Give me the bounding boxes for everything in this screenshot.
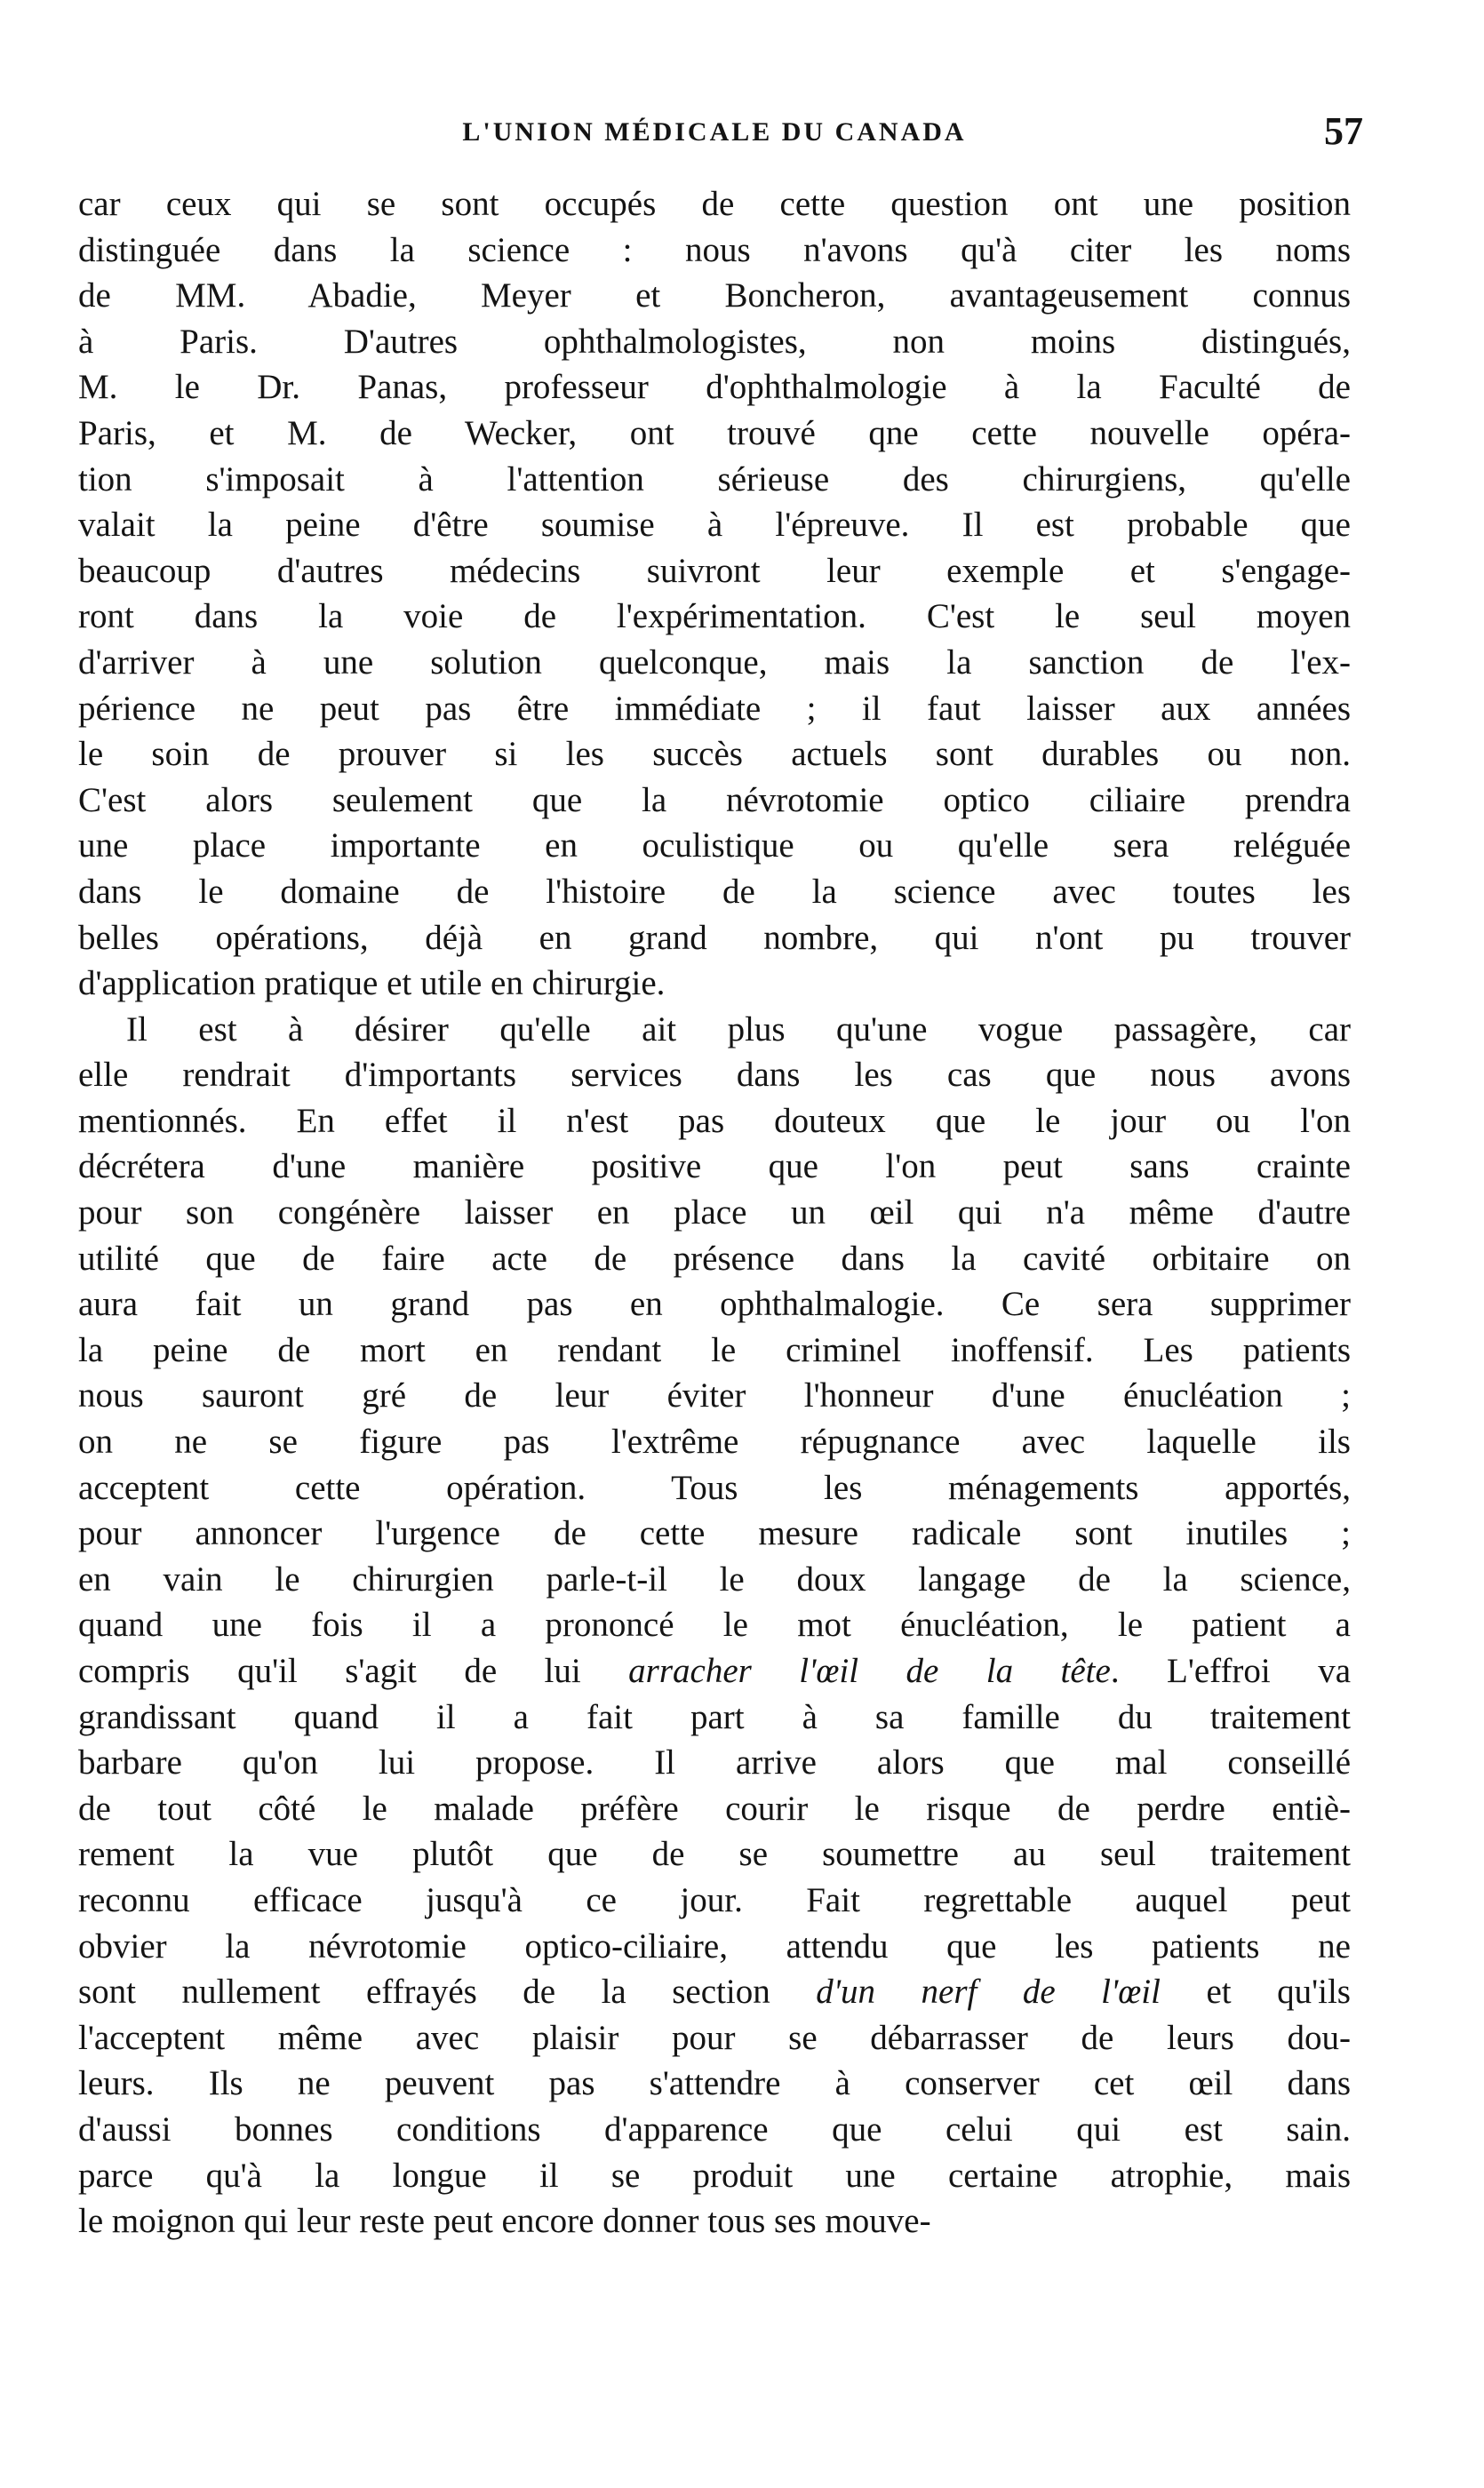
text-line: la peine de mort en rendant le criminel inoffensif. Les patients	[78, 1330, 1351, 1369]
text-line: le moignon qui leur reste peut encore donner tous ses mouve-	[78, 2202, 931, 2241]
text-line: quand une fois il a prononcé le mot énucléation, le patient a	[78, 1606, 1351, 1645]
text-line: à Paris. D'autres ophthalmologistes, non moins distingués,	[78, 322, 1351, 361]
text-line: utilité que de faire acte de présence dans la cavité orbitaire on	[78, 1239, 1351, 1278]
text-line: obvier la névrotomie optico-ciliaire, attendu que les patients ne	[78, 1926, 1351, 1966]
text-line: parce qu'à la longue il se produit une certaine atrophie, mais	[78, 2156, 1351, 2195]
text-line: ront dans la voie de l'expérimentation. C'est le seul moyen	[78, 597, 1351, 636]
text-line: nous sauront gré de leur éviter l'honneur d'une énucléation ;	[78, 1376, 1351, 1415]
text-line: l'acceptent même avec plaisir pour se débarrasser de leurs dou-	[78, 2018, 1351, 2057]
text-line: C'est alors seulement que la névrotomie optico ciliaire prendra	[78, 780, 1351, 819]
text-line: mentionnés. En effet il n'est pas douteux que le jour ou l'on	[78, 1101, 1351, 1140]
text-line: décrétera d'une manière positive que l'on peut sans crainte	[78, 1147, 1351, 1186]
text-line: en vain le chirurgien parle-t-il le doux langage de la science,	[78, 1559, 1351, 1599]
text-line: d'aussi bonnes conditions d'apparence que celui qui est sain.	[78, 2109, 1351, 2149]
text-line: pour son congénère laisser en place un œil qui n'a même d'autre	[78, 1193, 1351, 1232]
text-line: on ne se figure pas l'extrême répugnance avec laquelle ils	[78, 1423, 1351, 1462]
text-line: valait la peine d'être soumise à l'épreuve. Il est probable que	[78, 506, 1351, 545]
text-line: une place importante en oculistique ou qu'elle sera reléguée	[78, 826, 1351, 865]
text-line: dans le domaine de l'histoire de la science avec toutes les	[78, 872, 1351, 911]
text-line: d'arriver à une solution quelconque, mais la sanction de l'ex-	[78, 642, 1351, 682]
text-line: Paris, et M. de Wecker, ont trouvé qne cette nouvelle opéra-	[78, 413, 1351, 452]
text-line: compris qu'il s'agit de lui arracher l'œil de la tête. L'effroi va	[78, 1652, 1351, 1690]
text-line: pour annoncer l'urgence de cette mesure radicale sont inutiles ;	[78, 1514, 1351, 1553]
text-line: Il est à désirer qu'elle ait plus qu'une vogue passagère, car	[126, 1009, 1351, 1049]
text-line: belles opérations, déjà en grand nombre, qui n'ont pu trouver	[78, 918, 1351, 957]
text-line: reconnu efficace jusqu'à ce jour. Fait regrettable auquel peut	[78, 1880, 1351, 1919]
body-text	[78, 181, 1351, 2245]
text-line: M. le Dr. Panas, professeur d'ophthalmologie à la Faculté de	[78, 368, 1351, 407]
page-number: 57	[1324, 109, 1363, 153]
text-line: grandissant quand il a fait part à sa famille du traitement	[78, 1697, 1351, 1736]
text-line: sont nullement effrayés de la section d'un nerf de l'œil et qu'ils	[78, 1973, 1351, 2012]
text-line: beaucoup d'autres médecins suivront leur exemple et s'engage-	[78, 551, 1351, 590]
text-line: distinguée dans la science : nous n'avons qu'à citer les noms	[78, 230, 1351, 269]
text-line: barbare qu'on lui propose. Il arrive alors que mal conseillé	[78, 1743, 1351, 1782]
text-line: leurs. Ils ne peuvent pas s'attendre à conserver cet œil dans	[78, 2064, 1351, 2103]
text-line: aura fait un grand pas en ophthalmalogie. Ce sera supprimer	[78, 1285, 1351, 1324]
text-line: d'application pratique et utile en chirurgie.	[78, 964, 666, 1003]
text-line: rement la vue plutôt que de se soumettre au seul traitement	[78, 1835, 1351, 1874]
text-line: de MM. Abadie, Meyer et Boncheron, avantageusement connus	[78, 276, 1351, 315]
text-line: car ceux qui se sont occupés de cette question ont une position	[78, 185, 1351, 223]
running-title: L'UNION MÉDICALE DU CANADA	[462, 117, 967, 147]
paragraph-1	[78, 181, 1351, 1007]
text-line: périence ne peut pas être immédiate ; il faut laisser aux années	[78, 689, 1351, 728]
text-line: acceptent cette opération. Tous les ménagements apportés,	[78, 1468, 1351, 1507]
paragraph-2	[78, 1007, 1351, 2245]
text-line: tion s'imposait à l'attention sérieuse des chirurgiens, qu'elle	[78, 459, 1351, 498]
text-line: de tout côté le malade préfère courir le risque de perdre entiè-	[78, 1789, 1351, 1828]
text-line: le soin de prouver si les succès actuels sont durables ou non.	[78, 735, 1351, 774]
text-line: elle rendrait d'importants services dans les cas que nous avons	[78, 1056, 1351, 1095]
book-page	[78, 105, 1363, 2245]
running-head	[78, 105, 1363, 158]
